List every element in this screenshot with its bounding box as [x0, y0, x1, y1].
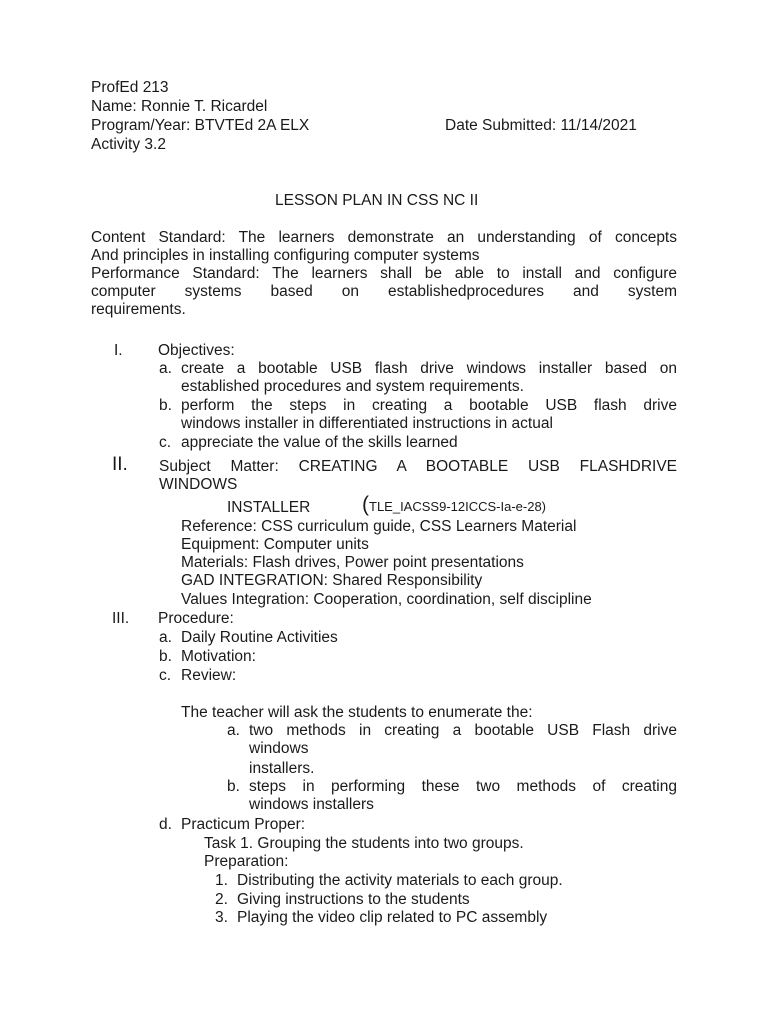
- performance-standard-line-2: computer systems based on establishedprocedures and system: [91, 283, 677, 300]
- gad-integration-label: GAD INTEGRATION:: [181, 572, 328, 589]
- competency-code-line: (TLE_IACSS9-12ICCS-Ia-e-28): [362, 493, 547, 516]
- objective-b: perform the steps in creating a bootable USB flash drive windows installer in differentiated instructions in actual: [181, 397, 677, 432]
- procedure-heading: Procedure:: [158, 610, 234, 627]
- section-numeral-iii: III.: [112, 610, 130, 627]
- standards-paragraph: [91, 229, 677, 319]
- date-label: Date Submitted:: [445, 117, 557, 134]
- prep-2-marker: 2.: [215, 891, 228, 908]
- procedure-c: Review:: [181, 667, 237, 684]
- subject-matter-value: CREATING A BOOTABLE USB FLASHDRIVE: [278, 458, 677, 475]
- name-label: Name:: [91, 98, 137, 115]
- materials-line: Materials: Flash drives, Power point presentations: [181, 554, 524, 571]
- equipment-line: Equipment: Computer units: [181, 536, 369, 553]
- student-name-line: [91, 98, 267, 116]
- objective-b-marker: b.: [159, 397, 172, 414]
- preparation-label: Preparation:: [204, 853, 289, 870]
- procedure-a-marker: a.: [159, 629, 172, 646]
- objective-a-marker: a.: [159, 360, 172, 377]
- program-line: [91, 117, 309, 135]
- subject-matter-label: Subject Matter:: [159, 458, 279, 475]
- objective-a: create a bootable USB flash drive windows installer based on established procedures and system requirements.: [181, 360, 677, 395]
- prep-item-1: Distributing the activity materials to each group.: [237, 872, 563, 889]
- materials-label: Materials:: [181, 554, 249, 571]
- content-standard-line-2: And principles in installing configuring computer systems: [91, 247, 480, 264]
- practicum-marker: d.: [159, 816, 172, 833]
- subject-matter-value-cont: INSTALLER: [227, 499, 311, 516]
- performance-standard-line-1: Performance Standard: The learners shall be able to install and configure: [91, 265, 677, 282]
- procedure-c-marker: c.: [159, 667, 172, 684]
- date-value: 11/14/2021: [556, 117, 637, 134]
- prep-1-marker: 1.: [215, 872, 228, 889]
- reference-line: Reference: CSS curriculum guide, CSS Learners Material: [181, 518, 577, 535]
- procedure-b: Motivation:: [181, 648, 256, 665]
- equipment-label: Equipment:: [181, 536, 260, 553]
- activity-number: Activity 3.2: [91, 136, 166, 153]
- document-title: LESSON PLAN IN CSS NC II: [275, 192, 479, 209]
- date-submitted-line: [445, 117, 637, 135]
- competency-code: TLE_IACSS9-12ICCS-Ia-e-28): [369, 499, 547, 514]
- review-intro: The teacher will ask the students to enumerate the:: [181, 704, 533, 721]
- prep-3-marker: 3.: [215, 909, 228, 926]
- performance-standard-line-3: requirements.: [91, 301, 186, 318]
- subject-matter-heading: Subject Matter: CREATING A BOOTABLE USB FLASHDRIVE WINDOWS: [159, 458, 677, 493]
- content-standard-label: Content Standard:: [91, 229, 226, 246]
- content-standard-line-1: Content Standard: The learners demonstrate an understanding of concepts: [91, 229, 677, 246]
- section-numeral-i: I.: [114, 342, 123, 359]
- review-item-b: steps in performing these two methods of creating windows installers: [249, 778, 677, 813]
- review-item-a: two methods in creating a bootable USB Flash drive windows installers.: [249, 722, 677, 777]
- prep-item-2: Giving instructions to the students: [237, 891, 470, 908]
- gad-integration-line: GAD INTEGRATION: Shared Responsibility: [181, 572, 483, 589]
- task-heading: Task 1. Grouping the students into two groups.: [204, 835, 524, 852]
- values-integration-label: Values Integration:: [181, 591, 310, 608]
- objective-c-marker: c.: [159, 434, 172, 451]
- procedure-b-marker: b.: [159, 648, 172, 665]
- course-code: ProfEd 213: [91, 79, 169, 96]
- program-label: Program/Year:: [91, 117, 191, 134]
- objective-c: appreciate the value of the skills learned: [181, 434, 458, 451]
- review-a-marker: a.: [227, 722, 240, 739]
- objectives-heading: Objectives:: [158, 342, 235, 359]
- review-b-marker: b.: [227, 778, 240, 795]
- program-value: BTVTEd 2A ELX: [190, 117, 310, 134]
- name-value: Ronnie T. Ricardel: [136, 98, 268, 115]
- prep-item-3: Playing the video clip related to PC assembly: [237, 909, 548, 926]
- section-numeral-ii: II.: [112, 454, 128, 475]
- values-integration-line: Values Integration: Cooperation, coordination, self discipline: [181, 591, 592, 608]
- performance-standard-label: Performance Standard:: [91, 265, 260, 282]
- procedure-a: Daily Routine Activities: [181, 629, 338, 646]
- practicum-heading: Practicum Proper:: [181, 816, 306, 833]
- reference-label: Reference:: [181, 518, 257, 535]
